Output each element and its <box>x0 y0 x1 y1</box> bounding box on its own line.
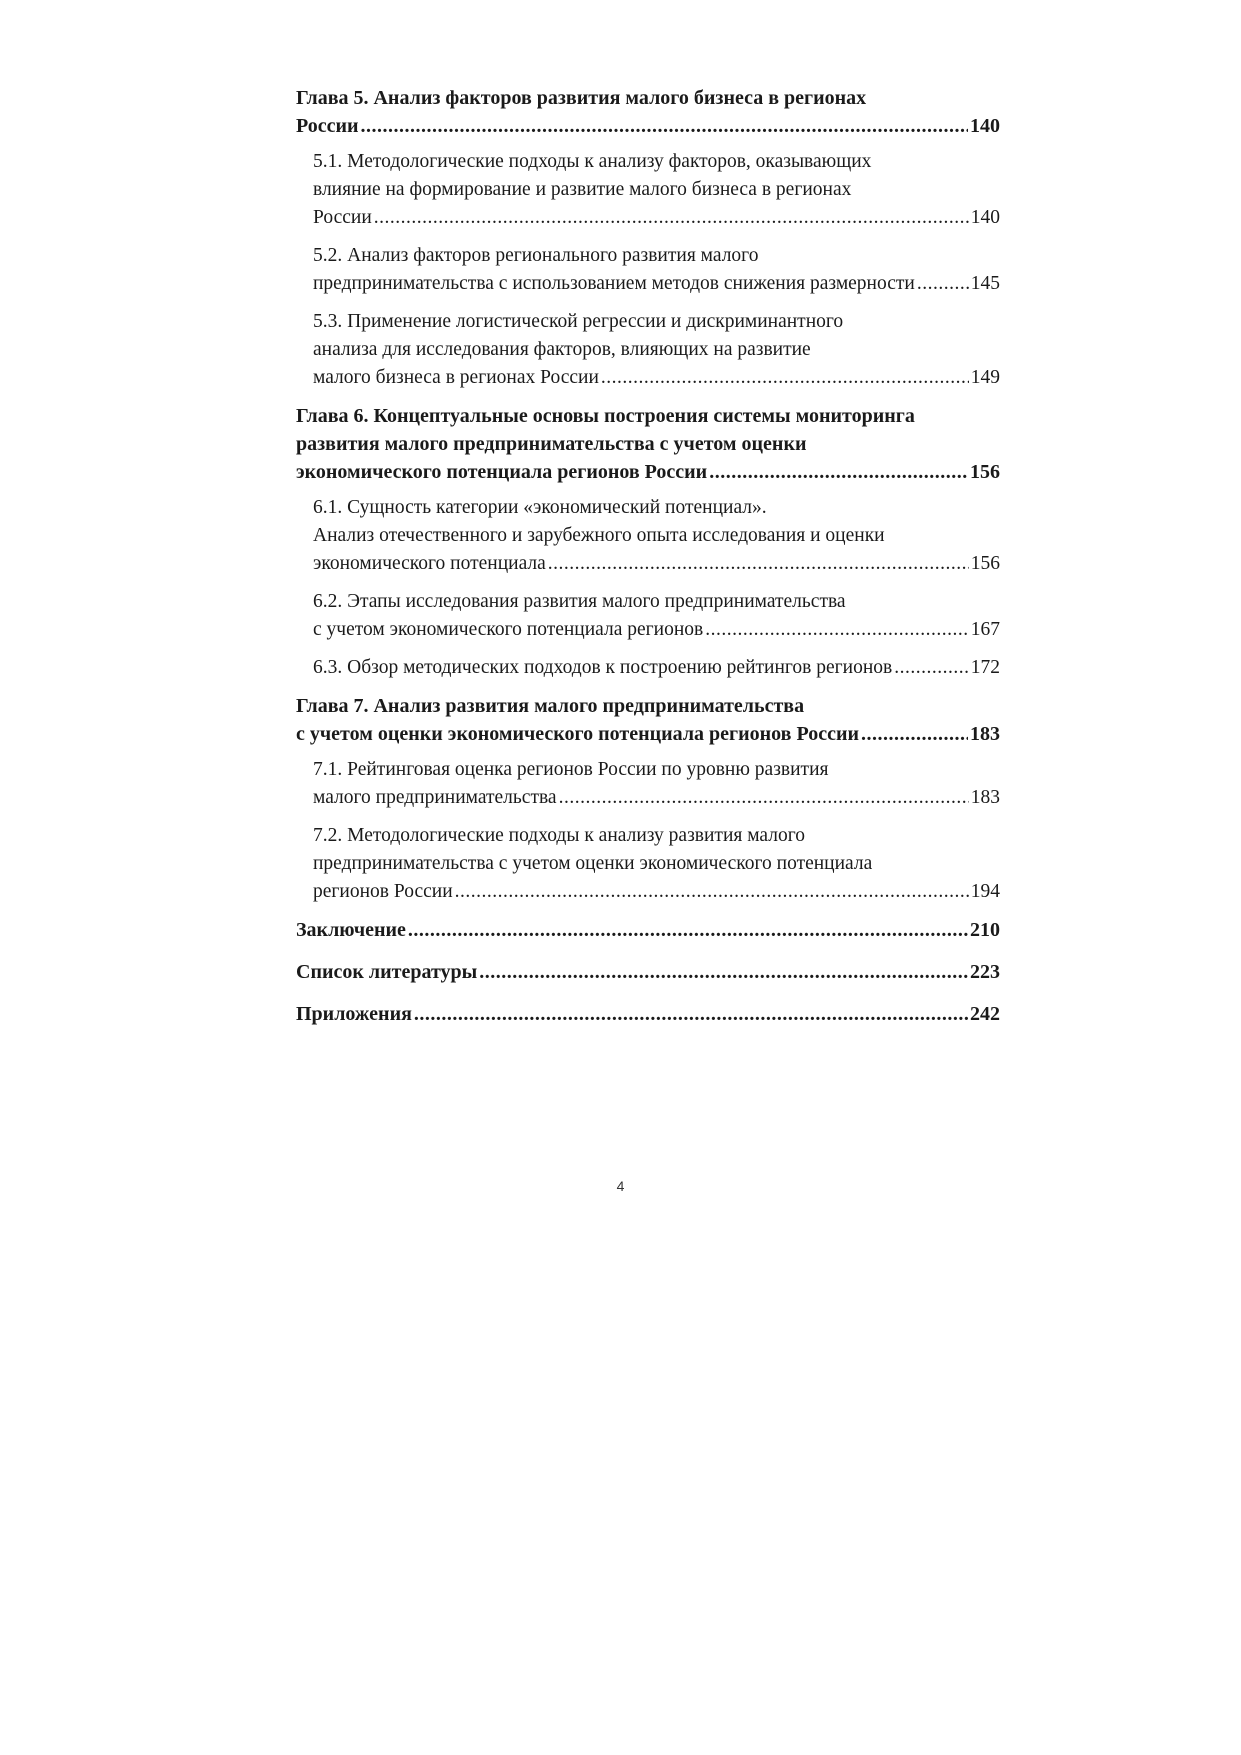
toc-page-number: 172 <box>970 657 1000 678</box>
toc-section-entry <box>296 588 1000 644</box>
toc-entry-title-line: 5.1. Методологические подходы к анализу факторов, оказывающих <box>313 151 872 172</box>
toc-page-number: 183 <box>970 787 1000 808</box>
toc-entry-leader-line <box>296 1000 1000 1028</box>
toc-chapter-entry <box>296 916 1000 944</box>
toc-chapter-entry <box>296 692 1000 748</box>
toc-entry-title-line: Заключение <box>296 919 406 941</box>
toc-entry-leader-line <box>296 916 1000 944</box>
toc-entry-title-line: влияние на формирование и развитие малого бизнеса в регионах <box>313 179 852 200</box>
dot-leader <box>479 958 968 986</box>
toc-entry-title-line: 6.3. Обзор методических подходов к построению рейтингов регионов <box>313 657 893 678</box>
toc-entry-title-line: развития малого предпринимательства с учетом оценки <box>296 433 807 455</box>
toc-section-entry <box>296 822 1000 906</box>
dot-leader <box>709 458 968 486</box>
toc-entry-title-line: России <box>296 115 359 137</box>
toc-entry-title-line: экономического потенциала <box>313 553 546 574</box>
dot-leader <box>861 720 968 748</box>
toc-page-number: 183 <box>970 723 1000 745</box>
toc-entry-title-line: России <box>313 207 372 228</box>
toc-entry-title-line: предпринимательства с учетом оценки экономического потенциала <box>313 853 873 874</box>
toc-entry-leader-line <box>313 550 1000 578</box>
toc-page-number: 140 <box>970 207 1000 228</box>
toc-entry-leader-line <box>313 616 1000 644</box>
dot-leader <box>408 916 968 944</box>
toc-entry-leader-line <box>296 958 1000 986</box>
toc-page-number: 156 <box>970 461 1000 483</box>
toc-section-entry <box>296 148 1000 232</box>
toc-entry-title-line: анализа для исследования факторов, влияющих на развитие <box>313 339 811 360</box>
toc-page-number: 210 <box>970 919 1000 941</box>
toc-page-number: 156 <box>970 553 1000 574</box>
toc-page-number: 140 <box>970 115 1000 137</box>
toc-page-number: 149 <box>970 367 1000 388</box>
toc-entry-leader-line <box>313 878 1000 906</box>
toc-entry-leader-line <box>313 270 1000 298</box>
toc-entry-title-line: Приложения <box>296 1003 412 1025</box>
toc-entry-title-line: 5.2. Анализ факторов регионального развития малого <box>313 245 759 266</box>
toc-entry-title-line: 7.2. Методологические подходы к анализу развития малого <box>313 825 806 846</box>
toc-entry-title-line: с учетом оценки экономического потенциала регионов России <box>296 723 859 745</box>
toc-section-entry <box>296 756 1000 812</box>
toc-entry-title-line: малого бизнеса в регионах России <box>313 367 599 388</box>
toc-chapter-entry <box>296 402 1000 486</box>
toc-entry-title-line: Глава 5. Анализ факторов развития малого бизнеса в регионах <box>296 87 867 109</box>
toc-entry-leader-line <box>313 784 1000 812</box>
toc-page-number: 194 <box>970 881 1000 902</box>
toc-entry-leader-line <box>296 720 1000 748</box>
toc-entry-leader-line <box>313 364 1000 392</box>
toc-section-entry <box>296 654 1000 682</box>
toc-entry-title-line: Глава 7. Анализ развития малого предпринимательства <box>296 695 805 717</box>
toc-page-number: 223 <box>970 961 1000 983</box>
dot-leader <box>601 364 969 392</box>
dot-leader <box>414 1000 968 1028</box>
toc-section-entry <box>296 494 1000 578</box>
dot-leader <box>917 270 969 298</box>
toc-entry-title-line: Анализ отечественного и зарубежного опыта исследования и оценки <box>313 525 885 546</box>
toc-entry-title-line: 6.2. Этапы исследования развития малого предпринимательства <box>313 591 846 612</box>
toc-page-number: 167 <box>970 619 1000 640</box>
toc-entry-title-line: малого предпринимательства <box>313 787 557 808</box>
toc-entry-title-line: регионов России <box>313 881 453 902</box>
toc-entry-title-line: с учетом экономического потенциала регионов <box>313 619 704 640</box>
toc-entry-leader-line <box>296 458 1000 486</box>
toc-entry-title-line: Список литературы <box>296 961 478 983</box>
toc-entry-title-line: экономического потенциала регионов России <box>296 461 708 483</box>
dot-leader <box>705 616 969 644</box>
toc-chapter-entry <box>296 1000 1000 1028</box>
toc-entry-leader-line <box>313 654 1000 682</box>
toc-chapter-entry <box>296 958 1000 986</box>
page-number: 4 <box>616 1178 625 1194</box>
toc-entry-title-line: 7.1. Рейтинговая оценка регионов России по уровню развития <box>313 759 829 780</box>
toc-section-entry <box>296 242 1000 298</box>
toc-chapter-entry <box>296 84 1000 140</box>
toc-entry-title-line: Глава 6. Концептуальные основы построения системы мониторинга <box>296 405 915 427</box>
dot-leader <box>361 112 968 140</box>
toc-entry-title-line: 6.1. Сущность категории «экономический потенциал». <box>313 497 767 518</box>
toc-page-number: 145 <box>970 273 1000 294</box>
dot-leader <box>894 654 969 682</box>
toc-entry-leader-line <box>313 204 1000 232</box>
toc-entry-title-line: предпринимательства с использованием методов снижения размерности <box>313 273 915 294</box>
dot-leader <box>455 878 969 906</box>
toc-entry-leader-line <box>296 112 1000 140</box>
dot-leader <box>374 204 969 232</box>
dot-leader <box>548 550 969 578</box>
table-of-contents <box>296 84 1000 1042</box>
dot-leader <box>559 784 969 812</box>
toc-entry-title-line: 5.3. Применение логистической регрессии и дискриминантного <box>313 311 844 332</box>
toc-page-number: 242 <box>970 1003 1000 1025</box>
toc-section-entry <box>296 308 1000 392</box>
